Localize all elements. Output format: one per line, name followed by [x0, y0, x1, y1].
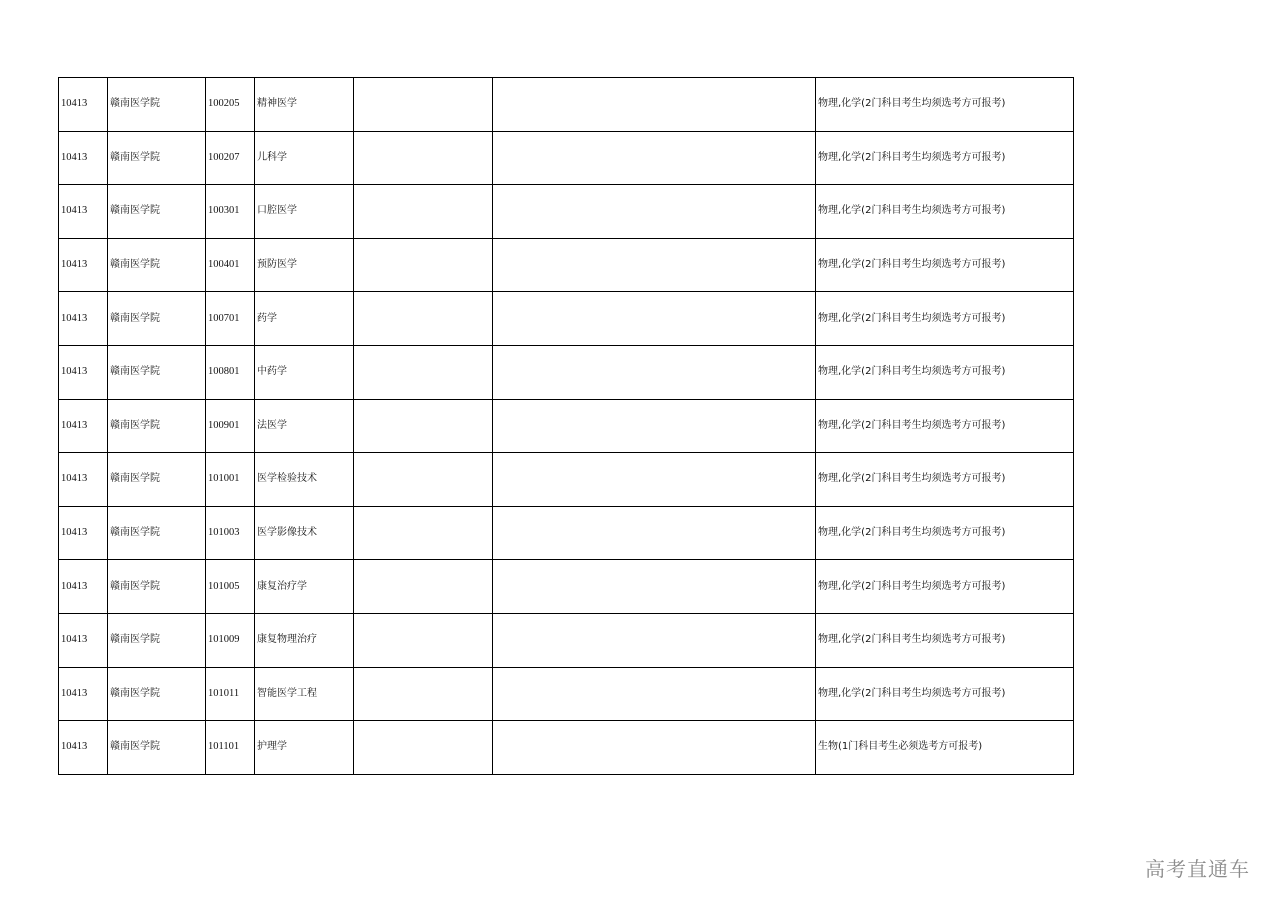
blank-cell — [354, 721, 493, 775]
table-row — [59, 78, 1074, 132]
blank-cell — [354, 453, 493, 507]
major-code-cell: 100701 — [206, 292, 255, 346]
school-name-cell: 赣南医学院 — [108, 560, 206, 614]
major-code-cell: 100207 — [206, 131, 255, 185]
school-code-cell: 10413 — [59, 506, 108, 560]
school-code-cell: 10413 — [59, 131, 108, 185]
school-name-cell: 赣南医学院 — [108, 399, 206, 453]
table-row — [59, 238, 1074, 292]
school-name-cell: 赣南医学院 — [108, 238, 206, 292]
subject-requirement-cell: 生物(1门科目考生必须选考方可报考) — [816, 721, 1074, 775]
blank-cell — [493, 560, 816, 614]
major-code-cell: 101101 — [206, 721, 255, 775]
table-row — [59, 131, 1074, 185]
major-name-cell: 儿科学 — [255, 131, 354, 185]
table-row — [59, 560, 1074, 614]
blank-cell — [493, 721, 816, 775]
subject-requirement-cell: 物理,化学(2门科目考生均须选考方可报考) — [816, 238, 1074, 292]
school-code-cell: 10413 — [59, 399, 108, 453]
subject-requirement-cell: 物理,化学(2门科目考生均须选考方可报考) — [816, 667, 1074, 721]
subject-requirement-cell: 物理,化学(2门科目考生均须选考方可报考) — [816, 399, 1074, 453]
table-row — [59, 613, 1074, 667]
major-name-cell: 康复治疗学 — [255, 560, 354, 614]
blank-cell — [354, 560, 493, 614]
blank-cell — [354, 238, 493, 292]
major-code-cell: 101003 — [206, 506, 255, 560]
blank-cell — [493, 292, 816, 346]
blank-cell — [354, 613, 493, 667]
school-code-cell: 10413 — [59, 78, 108, 132]
school-name-cell: 赣南医学院 — [108, 292, 206, 346]
major-code-cell: 100401 — [206, 238, 255, 292]
school-name-cell: 赣南医学院 — [108, 78, 206, 132]
blank-cell — [354, 292, 493, 346]
major-code-cell: 101001 — [206, 453, 255, 507]
blank-cell — [354, 78, 493, 132]
major-name-cell: 药学 — [255, 292, 354, 346]
admission-requirements-table — [58, 77, 1074, 775]
subject-requirement-cell: 物理,化学(2门科目考生均须选考方可报考) — [816, 185, 1074, 239]
school-name-cell: 赣南医学院 — [108, 131, 206, 185]
subject-requirement-cell: 物理,化学(2门科目考生均须选考方可报考) — [816, 613, 1074, 667]
blank-cell — [493, 185, 816, 239]
school-code-cell: 10413 — [59, 185, 108, 239]
table-row — [59, 185, 1074, 239]
school-name-cell: 赣南医学院 — [108, 667, 206, 721]
blank-cell — [493, 667, 816, 721]
table-row — [59, 506, 1074, 560]
table-row — [59, 667, 1074, 721]
major-code-cell: 101011 — [206, 667, 255, 721]
table-row — [59, 292, 1074, 346]
school-name-cell: 赣南医学院 — [108, 453, 206, 507]
blank-cell — [493, 131, 816, 185]
blank-cell — [354, 131, 493, 185]
school-name-cell: 赣南医学院 — [108, 345, 206, 399]
major-name-cell: 中药学 — [255, 345, 354, 399]
school-code-cell: 10413 — [59, 453, 108, 507]
school-code-cell: 10413 — [59, 667, 108, 721]
subject-requirement-cell: 物理,化学(2门科目考生均须选考方可报考) — [816, 292, 1074, 346]
major-code-cell: 100901 — [206, 399, 255, 453]
major-name-cell: 精神医学 — [255, 78, 354, 132]
blank-cell — [354, 667, 493, 721]
school-code-cell: 10413 — [59, 292, 108, 346]
table-row — [59, 399, 1074, 453]
blank-cell — [493, 78, 816, 132]
subject-requirement-cell: 物理,化学(2门科目考生均须选考方可报考) — [816, 78, 1074, 132]
school-code-cell: 10413 — [59, 345, 108, 399]
school-code-cell: 10413 — [59, 721, 108, 775]
subject-requirement-cell: 物理,化学(2门科目考生均须选考方可报考) — [816, 345, 1074, 399]
major-name-cell: 医学检验技术 — [255, 453, 354, 507]
watermark-text: 高考直通车 — [1145, 857, 1250, 881]
major-name-cell: 康复物理治疗 — [255, 613, 354, 667]
blank-cell — [493, 345, 816, 399]
blank-cell — [354, 185, 493, 239]
blank-cell — [493, 238, 816, 292]
school-name-cell: 赣南医学院 — [108, 185, 206, 239]
major-code-cell: 100301 — [206, 185, 255, 239]
subject-requirement-cell: 物理,化学(2门科目考生均须选考方可报考) — [816, 453, 1074, 507]
major-name-cell: 护理学 — [255, 721, 354, 775]
table-body — [59, 78, 1074, 775]
major-name-cell: 预防医学 — [255, 238, 354, 292]
major-name-cell: 智能医学工程 — [255, 667, 354, 721]
subject-requirement-cell: 物理,化学(2门科目考生均须选考方可报考) — [816, 131, 1074, 185]
subject-requirement-cell: 物理,化学(2门科目考生均须选考方可报考) — [816, 560, 1074, 614]
major-code-cell: 101005 — [206, 560, 255, 614]
blank-cell — [493, 506, 816, 560]
school-code-cell: 10413 — [59, 560, 108, 614]
blank-cell — [493, 453, 816, 507]
blank-cell — [354, 506, 493, 560]
school-name-cell: 赣南医学院 — [108, 613, 206, 667]
table-row — [59, 453, 1074, 507]
blank-cell — [493, 399, 816, 453]
major-code-cell: 100801 — [206, 345, 255, 399]
table-row — [59, 345, 1074, 399]
table-row — [59, 721, 1074, 775]
school-name-cell: 赣南医学院 — [108, 506, 206, 560]
subject-requirement-cell: 物理,化学(2门科目考生均须选考方可报考) — [816, 506, 1074, 560]
major-code-cell: 101009 — [206, 613, 255, 667]
major-name-cell: 医学影像技术 — [255, 506, 354, 560]
blank-cell — [354, 399, 493, 453]
school-name-cell: 赣南医学院 — [108, 721, 206, 775]
school-code-cell: 10413 — [59, 238, 108, 292]
school-code-cell: 10413 — [59, 613, 108, 667]
major-name-cell: 法医学 — [255, 399, 354, 453]
major-code-cell: 100205 — [206, 78, 255, 132]
major-name-cell: 口腔医学 — [255, 185, 354, 239]
blank-cell — [493, 613, 816, 667]
blank-cell — [354, 345, 493, 399]
